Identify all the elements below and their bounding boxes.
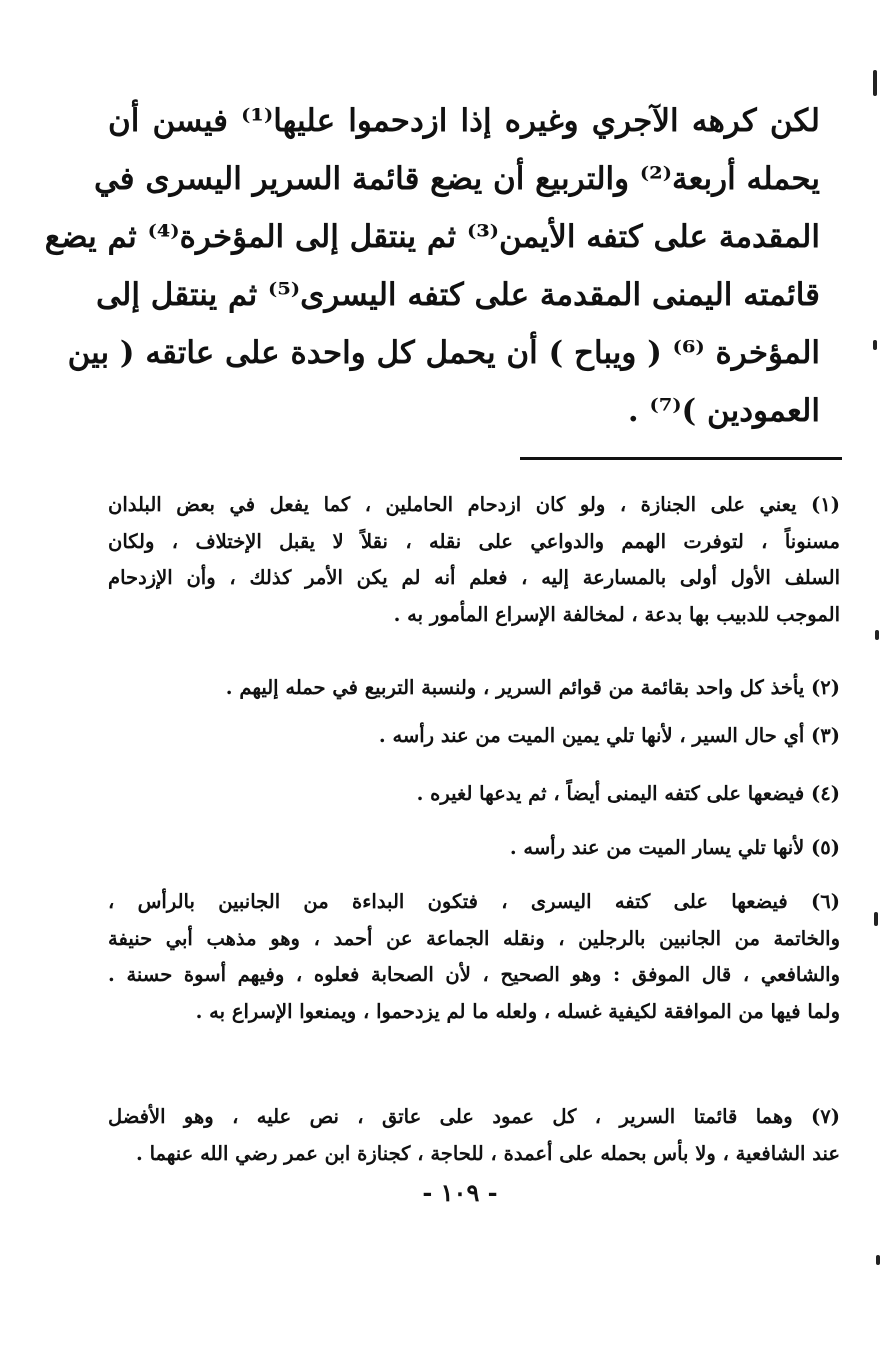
footnote-line: الموجب للدبيب بها بدعة ، لمخالفة الإسراع المأمور به . bbox=[393, 602, 840, 626]
scan-edge-mark bbox=[873, 340, 877, 350]
footnote-line: (٢) يأخذ كل واحد بقائمة من قوائم السرير ، ولنسبة التربيع في حمله إليهم . bbox=[225, 676, 840, 699]
main-line: المؤخرة ⁽⁶⁾ ( ويباح ) أن يحمل كل واحدة على عاتقه ( بين bbox=[67, 335, 820, 371]
footnote-line: (١) يعني على الجنازة ، ولو كان ازدحام الحاملين ، كما يفعل في بعض البلدان bbox=[108, 493, 840, 516]
footnote-3 bbox=[108, 718, 840, 755]
scan-edge-mark bbox=[874, 912, 878, 926]
footnote-line: (٤) فيضعها على كتفه اليمنى أيضاً ، ثم يدعها لغيره . bbox=[416, 782, 840, 805]
main-line: المقدمة على كتفه الأيمن⁽³⁾ ثم ينتقل إلى المؤخرة⁽⁴⁾ ثم يضع bbox=[44, 219, 820, 255]
footnote-line: عند الشافعية ، ولا بأس بحمله على أعمدة ، للحاجة ، كجنازة ابن عمر رضي الله عنهما . bbox=[136, 1141, 840, 1165]
footnote-separator bbox=[520, 457, 842, 460]
scan-edge-mark bbox=[876, 1255, 880, 1265]
footnote-2 bbox=[108, 670, 840, 707]
footnote-line: مسنوناً ، لتوفرت الهمم والدواعي على نقله ، نقلاً لا يقبل الإختلاف ، ولكان bbox=[108, 529, 840, 553]
footnote-6 bbox=[108, 884, 840, 1030]
main-line: لكن كرهه الآجري وغيره إذا ازدحموا عليها⁽¹⁾ فيسن أن bbox=[108, 103, 820, 139]
main-line: يحمله أربعة⁽²⁾ والتربيع أن يضع قائمة السرير اليسرى في bbox=[93, 161, 820, 197]
footnote-4 bbox=[108, 776, 840, 813]
footnote-line: (٦) فيضعها على كتفه اليسرى ، فتكون البداءة من الجانبين بالرأس ، bbox=[108, 890, 840, 913]
footnote-line: السلف الأول أولى بالمسارعة إليه ، فعلم أنه لم يكن الأمر كذلك ، وأن الإزدحام bbox=[108, 566, 840, 589]
footnote-line: (٥) لأنها تلي يسار الميت من عند رأسه . bbox=[509, 836, 840, 859]
footnote-5 bbox=[108, 830, 840, 867]
main-line: قائمته اليمنى المقدمة على كتفه اليسرى⁽⁵⁾ ثم ينتقل إلى bbox=[96, 277, 820, 313]
footnote-line: والخاتمة من الجانبين بالرجلين ، ونقله الجماعة عن أحمد ، وهو مذهب أبي حنيفة bbox=[108, 926, 840, 950]
main-line: العمودين )⁽⁷⁾ . bbox=[627, 393, 820, 429]
page-number: - ١٠٩ - bbox=[422, 1178, 498, 1207]
footnote-line: ولما فيها من الموافقة لكيفية غسله ، ولعله ما لم يزدحموا ، ويمنعوا الإسراع به . bbox=[195, 999, 840, 1023]
footnote-7 bbox=[108, 1099, 840, 1172]
scan-edge-mark bbox=[873, 70, 877, 96]
footnote-line: (٧) وهما قائمتا السرير ، كل عمود على عاتق ، نص عليه ، وهو الأفضل bbox=[108, 1105, 840, 1128]
main-paragraph bbox=[44, 92, 820, 440]
scan-edge-mark bbox=[875, 630, 879, 640]
footnote-1 bbox=[108, 487, 840, 633]
footnote-line: والشافعي ، قال الموفق : وهو الصحيح ، لأن الصحابة فعلوه ، وفيهم أسوة حسنة . bbox=[108, 963, 840, 986]
footnote-line: (٣) أي حال السير ، لأنها تلي يمين الميت من عند رأسه . bbox=[378, 724, 840, 747]
